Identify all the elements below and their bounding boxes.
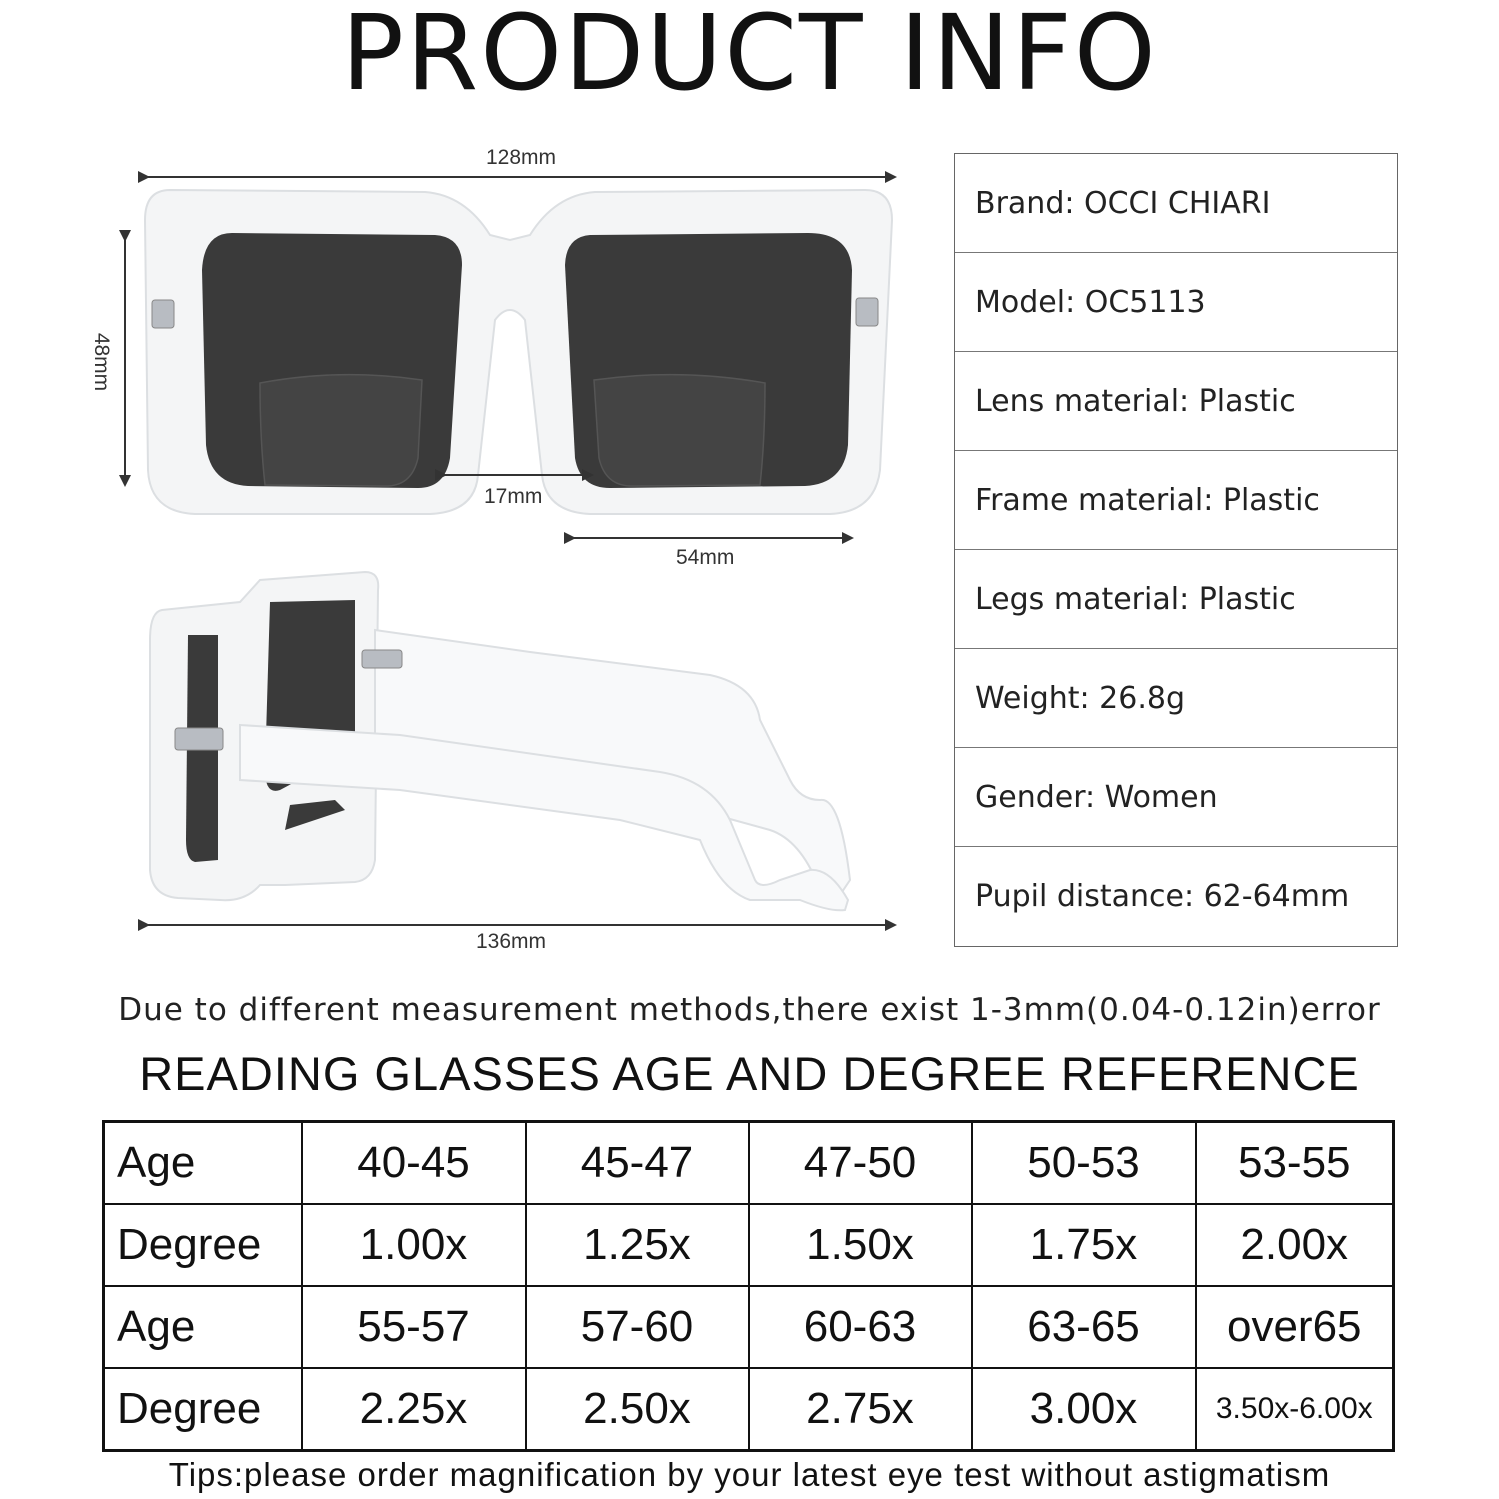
- table-row: [104, 1286, 1394, 1368]
- table-cell: 50-53: [972, 1122, 1196, 1205]
- glasses-illustration: [90, 140, 920, 970]
- table-cell: 47-50: [749, 1122, 972, 1205]
- row-label: Age: [104, 1122, 302, 1205]
- right-hinge: [856, 298, 878, 326]
- left-hinge: [152, 300, 174, 328]
- table-cell: 2.00x: [1196, 1204, 1394, 1286]
- tips-text: Tips:please order magnification by your latest eye test without astigmatism: [168, 1456, 1331, 1493]
- spec-brand: Brand: OCCI CHIARI: [955, 154, 1397, 253]
- reference-heading: READING GLASSES AGE AND DEGREE REFERENCE: [139, 1047, 1360, 1100]
- right-bifocal-segment: [594, 375, 765, 486]
- row-label: Degree: [104, 1368, 302, 1451]
- spec-pupil-distance: Pupil distance: 62-64mm: [975, 879, 1350, 914]
- table-cell: 3.50x-6.00x: [1196, 1368, 1394, 1451]
- table-cell: 1.75x: [972, 1204, 1196, 1286]
- spec-lens-material: Lens material: Plastic: [955, 352, 1397, 451]
- spec-table: [954, 153, 1398, 947]
- table-cell: 45-47: [526, 1122, 749, 1205]
- total-width-label: 128mm: [486, 146, 557, 169]
- table-cell: 2.75x: [749, 1368, 972, 1451]
- table-cell: 1.25x: [526, 1204, 749, 1286]
- side-view: [150, 572, 850, 910]
- table-cell: 53-55: [1196, 1122, 1394, 1205]
- side-hinge-upper: [362, 650, 402, 668]
- page-title: PRODUCT INFO: [341, 0, 1158, 114]
- table-cell: 63-65: [972, 1286, 1196, 1368]
- spec-gender: Gender: Women: [955, 748, 1397, 847]
- bridge-label: 17mm: [484, 485, 543, 508]
- table-cell: 1.00x: [302, 1204, 526, 1286]
- table-cell: 40-45: [302, 1122, 526, 1205]
- spec-legs-material: Legs material: Plastic: [955, 550, 1397, 649]
- table-cell: 3.00x: [972, 1368, 1196, 1451]
- row-label: Age: [104, 1286, 302, 1368]
- side-hinge-lower: [175, 728, 223, 750]
- left-bifocal-segment: [260, 375, 422, 486]
- measurement-note: Due to different measurement methods,there exist 1-3mm(0.04-0.12in)error: [118, 992, 1381, 1028]
- glasses-drawing: [100, 140, 920, 970]
- table-row: [104, 1204, 1394, 1286]
- table-cell: over65: [1196, 1286, 1394, 1368]
- front-view: [145, 190, 892, 514]
- table-cell: 2.50x: [526, 1368, 749, 1451]
- table-cell: 2.25x: [302, 1368, 526, 1451]
- table-row: [104, 1368, 1394, 1451]
- age-degree-table: [102, 1120, 1395, 1452]
- table-cell: 1.50x: [749, 1204, 972, 1286]
- spec-weight: Weight: 26.8g: [955, 649, 1397, 748]
- table-cell: 60-63: [749, 1286, 972, 1368]
- table-row: [104, 1122, 1394, 1205]
- lens-height-label: 48mm: [90, 332, 114, 392]
- table-cell: 57-60: [526, 1286, 749, 1368]
- table-cell: 55-57: [302, 1286, 526, 1368]
- lens-width-label: 54mm: [676, 546, 735, 569]
- spec-frame-material: Frame material: Plastic: [955, 451, 1397, 550]
- row-label: Degree: [104, 1204, 302, 1286]
- spec-model: Model: OC5113: [955, 253, 1397, 352]
- temple-length-label: 136mm: [476, 930, 547, 953]
